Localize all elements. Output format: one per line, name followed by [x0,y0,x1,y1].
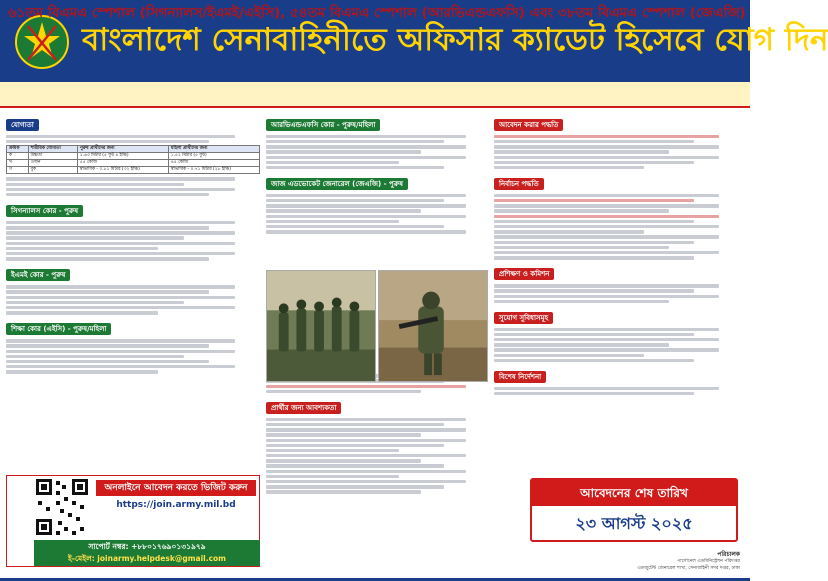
soldiers-marching-photo [266,270,376,382]
table-cell: গ [7,167,29,174]
text-line [266,444,444,447]
deadline-date: ২৩ আগস্ট ২০২৫ [575,514,693,533]
text-line [494,284,719,287]
text-line [494,392,694,395]
text-line [266,215,466,218]
text-line [6,221,235,224]
text-line [266,209,421,212]
text-line [494,166,644,169]
table-cell: ৫৫ কেজি [77,160,168,167]
section-heading-notes: বিশেষ নির্দেশনা [494,371,546,383]
text-line [266,475,399,478]
text-line [266,161,399,164]
text-line [494,343,669,346]
table-row [7,153,260,160]
table-cell: ক [7,153,29,160]
table-header-cell: ক্রমিক [7,146,29,153]
text-line [6,177,235,180]
section-heading-signals: সিগন্যালস কোর - পুরুষ [6,205,83,217]
subtitle-band [0,82,750,108]
text-line [494,235,719,238]
section-heading-rvfc: আরভিএন্ডএফসি কোর - পুরুষ/মহিলা [266,119,380,131]
page-subtitle: ৬১তম বিএমএ স্পেশাল (সিগন্যালস/ইএমই/এইসি), ৫৪তম বিএমএ স্পেশাল (আরভিএন্ডএফসি) এবং ৩৮তম বিএমএ স্পেশাল (জেএজি) [8,5,746,21]
text-line [494,338,719,341]
table-cell: স্বাভাবিক - ০.৮১ মিটার (৩২ ইঞ্চি) [77,167,168,174]
text-line [494,140,694,143]
text-line [266,464,444,467]
section-heading-documents: প্রার্থীর জন্য আবশ্যকতা [266,402,341,414]
support-email-link[interactable]: ই-মেইল: joinarmy.helpdesk@gmail.com [67,554,226,563]
text-line [266,418,466,421]
section-heading-aec: শিক্ষা কোর (এইসি) - পুরুষ/মহিলা [6,323,111,335]
text-line [494,209,669,212]
soldier-training-photo [378,270,488,382]
signatory-block [560,550,740,578]
support-phone: সাপোর্ট নম্বর: +৮৮০১৭৬৯০১৩১৯৭৯ [88,542,206,551]
section-heading-eme: ইএমই কোর - পুরুষ [6,269,70,281]
text-line [266,390,421,393]
section-heading-jag: জাজ এডভোকেট জেনারেল (জেএজি) - পুরুষ [266,178,408,190]
text-line [6,135,235,138]
text-line [494,145,719,148]
text-line [494,387,719,390]
table-cell: স্বাভাবিক - ০.৭১ মিটার (২৮ ইঞ্চি) [168,167,259,174]
text-line [6,311,158,314]
physical-requirements-table [6,145,260,174]
section-heading-training: প্রশিক্ষণ ও কমিশন [494,268,554,280]
section-heading-selection: নির্বাচন পদ্ধতি [494,178,544,190]
text-line [266,225,444,228]
text-line [266,199,444,202]
text-line [494,194,719,197]
text-line [266,166,444,169]
text-line [494,156,719,159]
table-header-row [7,146,260,153]
text-line [494,354,644,357]
text-line [6,355,184,358]
text-line [494,150,669,153]
text-line [266,204,466,207]
text-line [6,360,209,363]
text-line [266,470,466,473]
signatory-line-2: এডজুটেন্ট জেনারেল শাখা, সেনাবাহিনী সদর দপ্তর, ঢাকা [637,565,740,571]
text-line [494,241,694,244]
deadline-label: আবেদনের শেষ তারিখ [532,480,736,506]
text-line [494,215,719,218]
text-line [266,485,444,488]
apply-url-link[interactable]: https://join.army.mil.bd [116,500,236,510]
text-line [494,333,694,336]
text-line [6,370,158,373]
text-line [494,300,669,303]
text-line [6,226,209,229]
text-line [494,328,719,331]
text-line [6,188,235,191]
online-apply-label: অনলাইনে আবেদন করতে ভিজিট করুন [96,480,256,496]
text-line [6,339,235,342]
text-line [6,236,184,239]
section-heading-benefits: সুযোগ সুবিধাসমূহ [494,312,553,324]
text-line [6,290,209,293]
table-cell: বুক [28,167,77,174]
text-line [494,225,719,228]
text-line [6,247,158,250]
table-cell: উচ্চতা [28,153,77,160]
text-line [266,194,466,197]
text-line [6,140,209,143]
text-line [266,156,466,159]
text-line [494,359,694,362]
qr-code-icon[interactable] [34,477,90,537]
text-line [6,257,209,260]
text-line [6,301,184,304]
table-cell: ১.৬৩ মিটার (৫ ফুট ৪ ইঞ্চি) [77,153,168,160]
signatory-line-1: পার্সোনেল এডমিনিস্ট্রেশন পরিদপ্তর [677,559,740,564]
table-cell: ৪৫ কেজি [168,160,259,167]
text-line [494,135,719,138]
text-line [6,306,235,309]
text-line [6,296,235,299]
table-row [7,167,260,174]
text-line [266,140,444,143]
text-line [266,433,421,436]
text-line [6,183,184,186]
text-line [6,252,235,255]
table-header-cell: শারীরিক যোগ্যতা [28,146,77,153]
text-line [494,161,694,164]
section-heading-eligibility: যোগ্যতা [6,119,39,131]
table-row [7,160,260,167]
text-line [494,289,694,292]
text-line [6,285,235,288]
text-line [266,145,466,148]
table-cell: খ [7,160,29,167]
text-line [494,204,719,207]
table-header-cell: মহিলা প্রার্থীদের জন্য [168,146,259,153]
text-line [494,230,644,233]
section-heading-apply: আবেদন করার পদ্ধতি [494,119,563,131]
text-line [6,231,235,234]
text-line [266,220,399,223]
table-cell: ১.৫২ মিটার (৫ ফুট) [168,153,259,160]
text-line [494,251,719,254]
text-line [266,490,421,493]
text-line [6,365,235,368]
text-line [494,199,694,202]
text-line [266,439,466,442]
text-line [494,256,694,259]
table-header-cell: পুরুষ প্রার্থীদের জন্য [77,146,168,153]
text-line [6,350,235,353]
text-line [266,385,466,388]
text-line [494,348,719,351]
text-line [266,459,421,462]
text-line [266,135,466,138]
text-line [494,220,694,223]
text-line [266,428,466,431]
text-line [266,480,466,483]
text-line [266,150,421,153]
text-line [494,246,669,249]
text-line [266,230,466,233]
text-line [266,423,444,426]
table-cell: ওজন [28,160,77,167]
page-title: বাংলাদেশ সেনাবাহিনীতে অফিসার ক্যাডেট হিসেবে যোগ দিন [82,22,828,58]
text-line [6,344,209,347]
signatory-title: পরিচালক [717,551,740,558]
text-line [494,295,719,298]
text-line [266,454,466,457]
text-line [6,242,235,245]
text-line [6,193,209,196]
text-line [266,449,399,452]
